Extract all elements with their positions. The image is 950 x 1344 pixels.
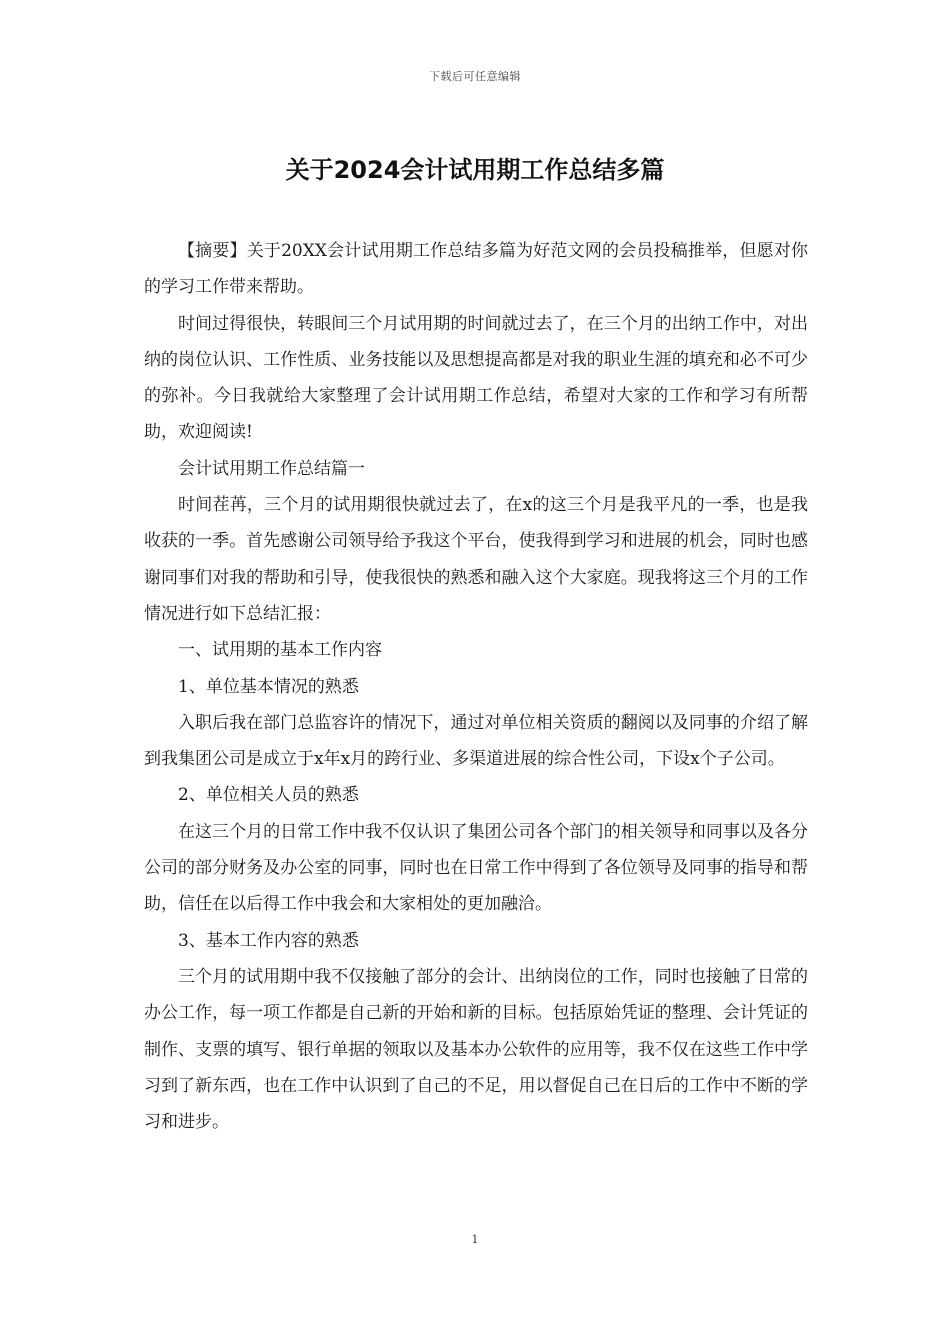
item-heading: 1、单位基本情况的熟悉 bbox=[178, 676, 359, 697]
item-heading: 2、单位相关人员的熟悉 bbox=[178, 785, 359, 806]
abstract-paragraph: 【摘要】关于20XX会计试用期工作总结多篇为好范文网的会员投稿推举，但愿对你的学习工作带来帮助。 bbox=[144, 241, 808, 298]
document-title: 关于2024会计试用期工作总结多篇 bbox=[285, 156, 665, 184]
page-header-note: 下载后可任意编辑 bbox=[429, 70, 521, 83]
body-paragraph: 时间茬苒，三个月的试用期很快就过去了，在x的这三个月是我平凡的一季，也是我收获的一季。首先感谢公司领导给予我这个平台，使我得到学习和进展的机会，同时也感谢同事们对我的帮助和引导，使我很快的熟悉和融入这个大家庭。现我将这三个月的工作情况进行如下总结汇报： bbox=[144, 495, 808, 624]
subsection-heading: 一、试用期的基本工作内容 bbox=[178, 640, 382, 661]
body-paragraph: 在这三个月的日常工作中我不仅认识了集团公司各个部门的相关领导和同事以及各分公司的部分财务及办公室的同事，同时也在日常工作中得到了各位领导及同事的指导和帮助，信任在以后得工作中我会和大家相处的更加融洽。 bbox=[144, 821, 808, 915]
document-body bbox=[144, 233, 808, 1140]
body-paragraph: 三个月的试用期中我不仅接触了部分的会计、出纳岗位的工作，同时也接触了日常的办公工作，每一项工作都是自己新的开始和新的目标。包括原始凭证的整理、会计凭证的制作、支票的填写、银行单据的领取以及基本办公软件的应用等，我不仅在这些工作中学习到了新东西，也在工作中认识到了自己的不足，用以督促自己在日后的工作中不断的学习和进步。 bbox=[144, 966, 808, 1133]
item-heading: 3、基本工作内容的熟悉 bbox=[178, 930, 359, 951]
page-number: 1 bbox=[471, 1233, 479, 1246]
intro-paragraph: 时间过得很快，转眼间三个月试用期的时间就过去了，在三个月的出纳工作中，对出纳的岗位认识、工作性质、业务技能以及思想提高都是对我的职业生涯的填充和必不可少的弥补。今日我就给大家整理了会计试用期工作总结，希望对大家的工作和学习有所帮助，欢迎阅读! bbox=[144, 313, 808, 443]
body-paragraph: 入职后我在部门总监容许的情况下，通过对单位相关资质的翻阅以及同事的介绍了解到我集团公司是成立于x年x月的跨行业、多渠道进展的综合性公司，下设x个子公司。 bbox=[144, 712, 808, 770]
section-heading: 会计试用期工作总结篇一 bbox=[178, 458, 365, 479]
